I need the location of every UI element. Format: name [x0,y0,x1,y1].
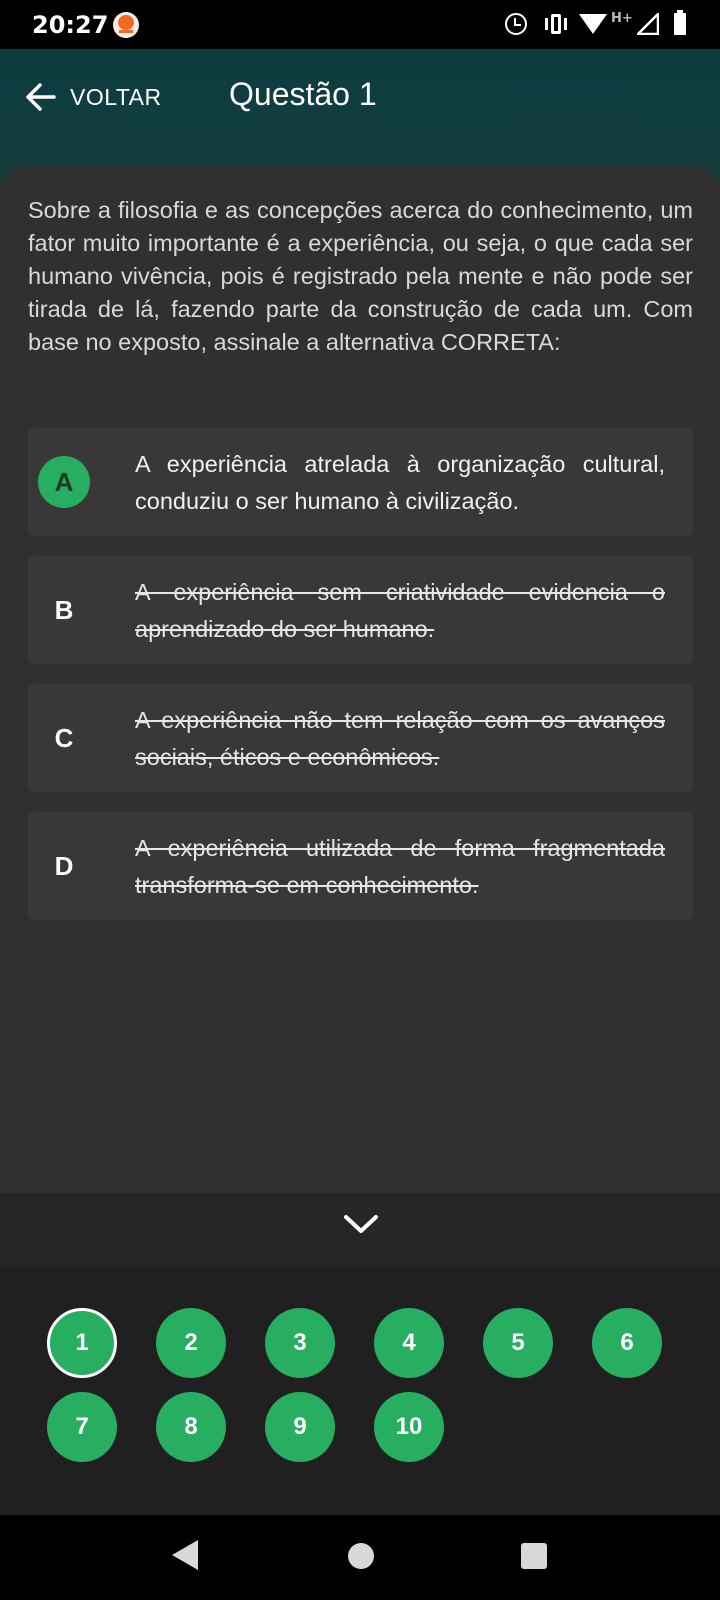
option-text: A experiência atrelada à organização cultural, conduziu o ser humano à civilização. [135,451,665,514]
arrow-left-icon [24,80,58,114]
option-text: A experiência não tem relação com os avanços sociais, éticos e econômicos. [135,707,665,770]
question-number-button[interactable]: 1 [47,1308,117,1378]
question-number-button[interactable]: 4 [374,1308,444,1378]
question-number-button[interactable]: 9 [265,1392,335,1462]
status-time: 20:27 [32,11,109,39]
chevron-down-icon [342,1209,380,1239]
option-text: A experiência sem criatividade evidencia o aprendizado do ser humano. [135,579,665,642]
option-a[interactable] [28,428,693,536]
app-notification-icon [113,12,139,38]
back-button[interactable] [24,77,162,117]
page-title: Questão 1 [229,76,377,112]
question-number-button[interactable]: 5 [483,1308,553,1378]
option-letter-badge: B [54,594,74,625]
question-text: Sobre a filosofia e as concepções acerca do conhecimento, um fator muito importante é a experiência, ou seja, o que cada ser humano vivência, pois é registrado pela mente e não pode ser tirada de lá, fazendo parte da construção de cada um. Com base no exposto, assinale a alternativa CORRETA: [28,197,693,355]
question-number-button[interactable]: 6 [592,1308,662,1378]
back-icon[interactable] [172,1540,198,1570]
option-letter-badge: C [54,722,74,753]
question-number-button[interactable]: 10 [374,1392,444,1462]
question-number-button[interactable]: 8 [156,1392,226,1462]
option-text: A experiência utilizada de forma fragmentada transforma-se em conhecimento. [135,835,665,898]
option-c[interactable] [28,684,693,792]
signal-icon [637,13,659,35]
option-letter-badge: A [38,456,90,508]
home-icon[interactable] [348,1543,374,1569]
app-header [0,49,720,179]
wifi-icon [579,14,607,34]
question-drawer-toggle[interactable] [0,1193,720,1267]
option-b[interactable] [28,556,693,664]
option-d[interactable] [28,812,693,920]
vibrate-icon [543,14,569,34]
status-bar [0,0,720,49]
question-number-button[interactable]: 2 [156,1308,226,1378]
system-nav-bar [0,1515,720,1600]
question-number-button[interactable]: 7 [47,1392,117,1462]
recents-icon[interactable] [521,1543,547,1569]
question-navigator [0,1267,720,1515]
network-type-label: H+ [611,11,633,26]
question-number-button[interactable]: 3 [265,1308,335,1378]
alarm-icon [505,13,527,35]
option-letter-badge: D [54,850,74,881]
battery-icon [674,13,686,35]
back-button-label: VOLTAR [70,83,162,110]
question-card [0,166,720,1196]
